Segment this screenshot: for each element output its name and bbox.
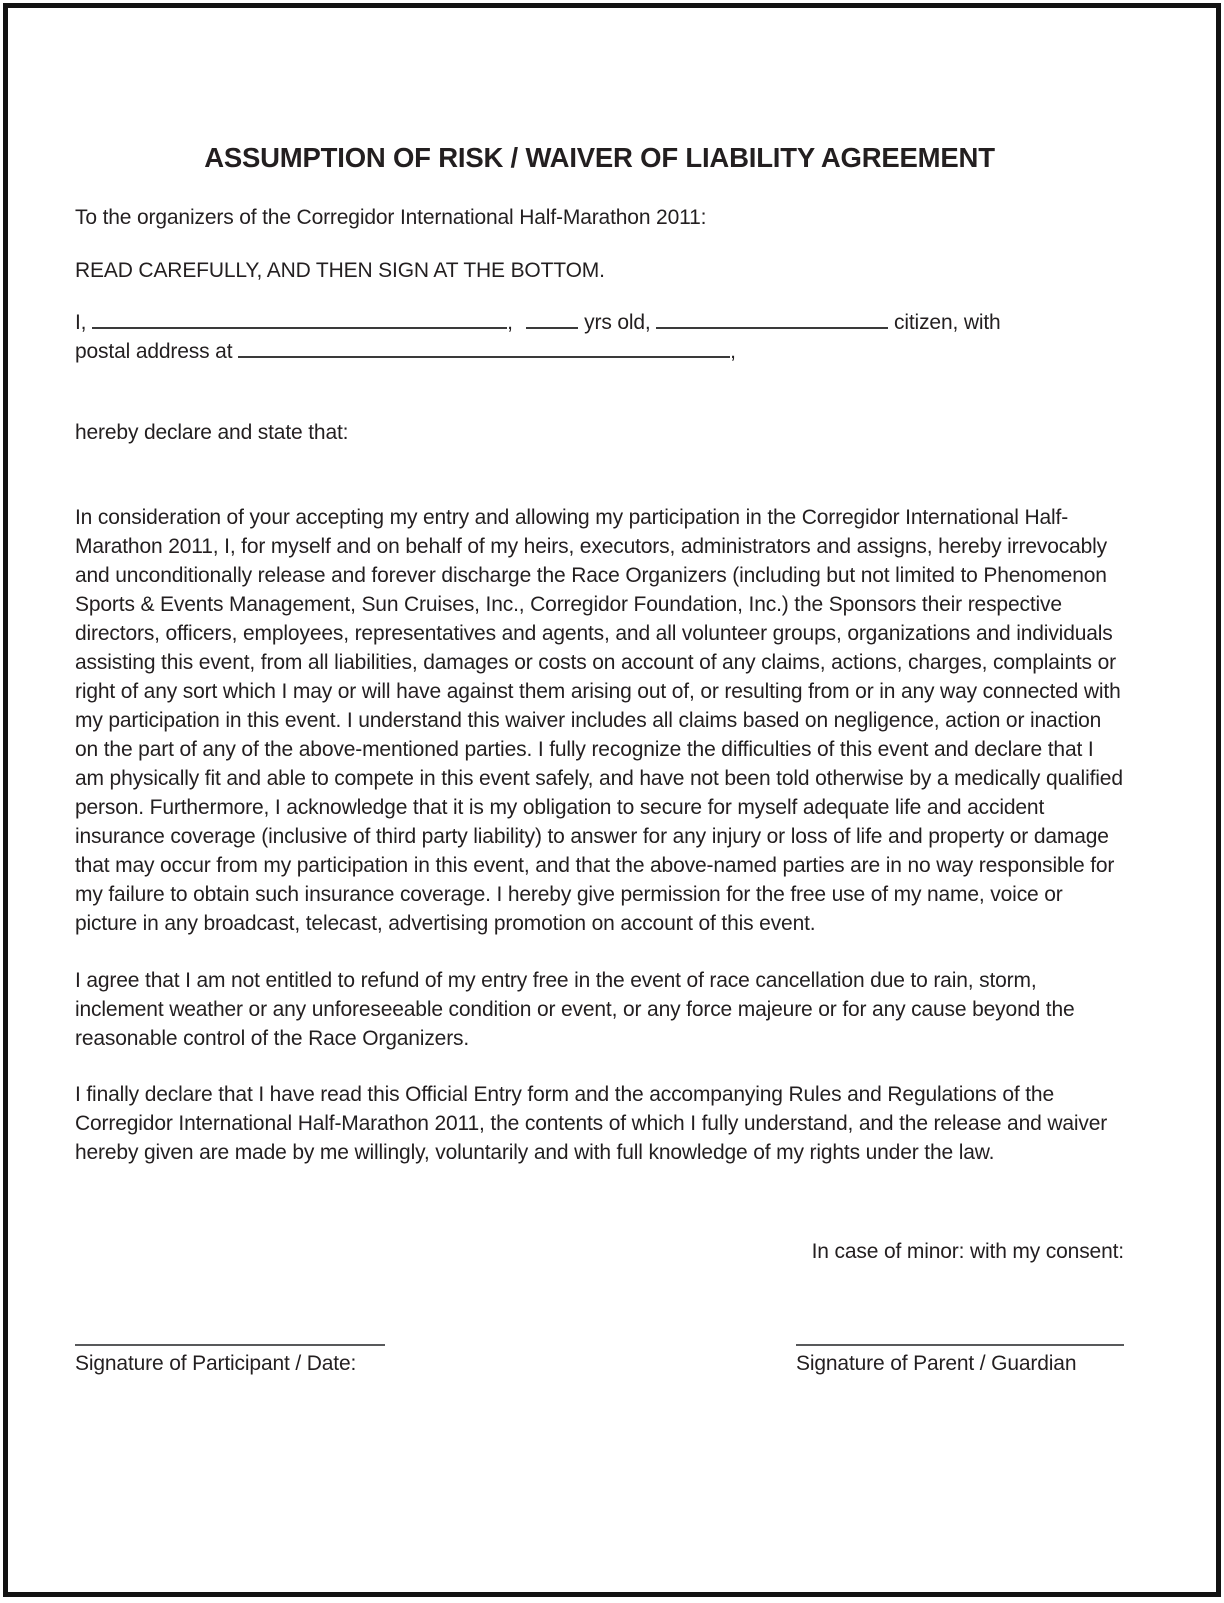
fill-part-postal-address: postal address at: [75, 340, 233, 363]
paragraph-final-declaration: I finally declare that I have read this Official Entry form and the accompanying Rules and Regulations of the Corregidor International Half-Marathon 2011, the contents of which I fully understand, and the release and waiver hereby given are made by me willingly, voluntarily and with full knowledge of my rights under the law.: [75, 1083, 1108, 1164]
paragraph-release-of-liability: In consideration of your accepting my entry and allowing my participation in the Corregidor International Half-Marathon 2011, I, for myself and on behalf of my heirs, executors, administrators and assigns, hereby irrevocably and unconditionally release and forever discharge the Race Organizers (including but not limited to Phenomenon Sports & Events Management, Sun Cruises, Inc., Corregidor Foundation, Inc.) the Sponsors their respective directors, officers, employees, representatives and agents, and all volunteer groups, organizations and individuals assisting this event, from all liabilities, damages or costs on account of any claims, actions, charges, complaints or right of any sort which I may or will have against them arising out of, or resulting from or in any way connected with my participation in this event. I understand this waiver includes all claims based on negligence, action or inaction on the part of any of the above-mentioned parties. I fully recognize the difficulties of this event and declare that I am physically fit and able to compete in this event safely, and have not been told otherwise by a medically qualified person. Furthermore, I acknowledge that it is my obligation to secure for myself adequate life and accident insurance coverage (inclusive of third party liability) to answer for any injury or loss of life and property or damage that may occur from my participation in this event, and that the above-named parties are in no way responsible for my failure to obtain such insurance coverage. I hereby give permission for the free use of my name, voice or picture in any broadcast, telecast, advertising promotion on account of this event.: [75, 506, 1123, 935]
fill-comma-after-name: ,: [507, 311, 513, 334]
fill-part-citizen-with: citizen, with: [894, 311, 1001, 334]
instruction-line: READ CAREFULLY, AND THEN SIGN AT THE BOTTOM.: [75, 259, 605, 282]
declarant-fill-line: [75, 308, 1124, 366]
name-blank-field[interactable]: [92, 309, 507, 329]
addressee-line: To the organizers of the Corregidor International Half-Marathon 2011:: [75, 206, 707, 229]
address-blank-field[interactable]: [238, 338, 730, 358]
document-title: ASSUMPTION OF RISK / WAIVER OF LIABILITY AGREEMENT: [204, 142, 995, 173]
fill-trailing-comma: ,: [730, 340, 736, 363]
paragraph-no-refund: I agree that I am not entitled to refund of my entry free in the event of race cancellation due to rain, storm, inclement weather or any unforeseeable condition or event, or any force majeure or for any cause beyond the reasonable control of the Race Organizers.: [75, 969, 1075, 1050]
participant-signature-block: [75, 1344, 385, 1378]
participant-signature-label: Signature of Participant / Date:: [75, 1352, 357, 1375]
signature-section: [75, 1344, 1124, 1378]
parent-signature-label: Signature of Parent / Guardian: [796, 1352, 1077, 1375]
citizenship-blank-field[interactable]: [656, 309, 888, 329]
parent-signature-block: [796, 1344, 1124, 1378]
fill-part-yrs-old: yrs old,: [584, 311, 651, 334]
fill-part-i: I,: [75, 311, 87, 334]
waiver-document-page: [3, 3, 1221, 1597]
document-content: [8, 8, 1216, 1378]
age-blank-field[interactable]: [526, 309, 578, 329]
declaration-intro-line: hereby declare and state that:: [75, 421, 349, 444]
minor-consent-note: In case of minor: with my consent:: [811, 1240, 1124, 1263]
